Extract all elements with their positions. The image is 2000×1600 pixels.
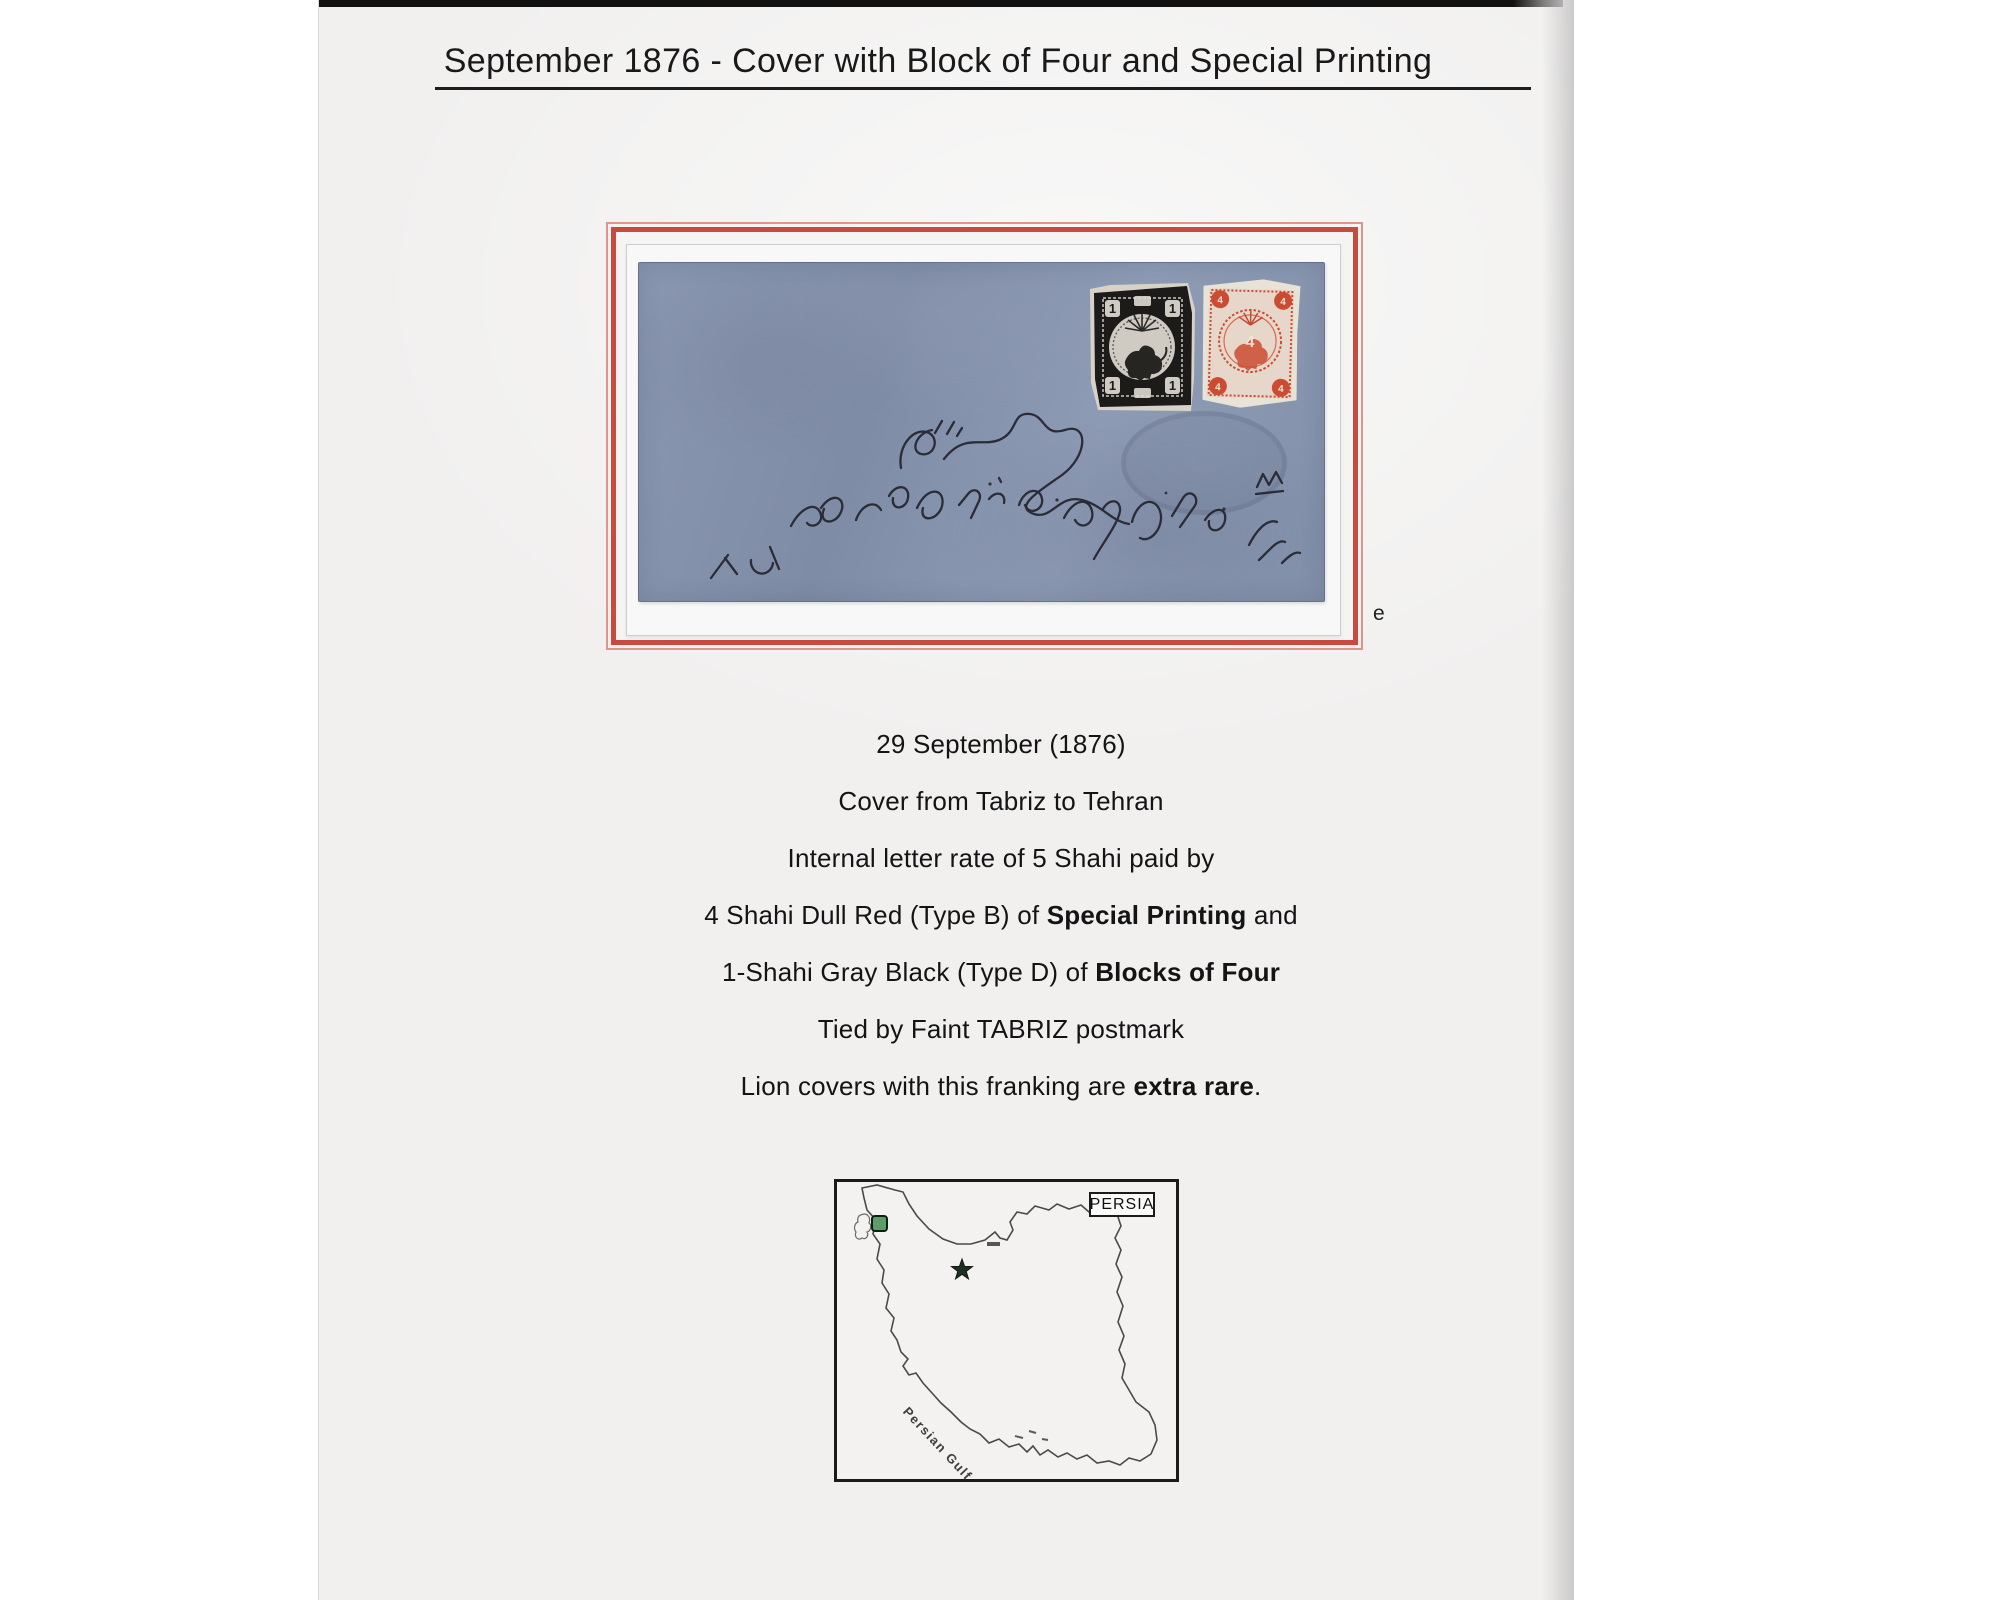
page-top-black-edge	[319, 0, 1563, 7]
description-line: Lion covers with this franking are extra rare.	[740, 1071, 1262, 1101]
cover-photo-frame-inner	[611, 227, 1358, 645]
description-block	[616, 716, 1386, 1115]
svg-text:4: 4	[1217, 295, 1224, 307]
svg-text:4: 4	[1214, 382, 1221, 394]
svg-text:1: 1	[1108, 301, 1117, 316]
persian-gulf-label: Persian Gulf	[900, 1404, 976, 1484]
description-line: 4 Shahi Dull Red (Type B) of Special Printing and	[704, 900, 1298, 930]
page-right-shadow	[1542, 0, 1574, 1600]
tabriz-marker-square	[871, 1215, 888, 1232]
persian-handwriting	[639, 263, 1324, 601]
iran-border-outline	[862, 1185, 1157, 1465]
cover-envelope	[638, 262, 1325, 602]
svg-text:1: 1	[1168, 378, 1177, 393]
description-line: Tied by Faint TABRIZ postmark	[817, 1014, 1185, 1044]
map-title-box: PERSIA	[1089, 1192, 1155, 1217]
lake-urmia-outline	[855, 1214, 871, 1239]
description-line: Internal letter rate of 5 Shahi paid by	[787, 843, 1215, 873]
svg-text:1: 1	[1168, 301, 1177, 316]
caspian-coast-mark	[987, 1242, 1000, 1246]
description-line: Cover from Tabriz to Tehran	[838, 786, 1164, 816]
page-title: September 1876 - Cover with Block of Four and Special Printing	[443, 42, 1433, 80]
description-line: 29 September (1876)	[876, 729, 1126, 759]
album-page	[318, 0, 1574, 1600]
svg-text:4: 4	[1245, 333, 1255, 352]
svg-text:4: 4	[1280, 296, 1287, 308]
tehran-star-marker	[952, 1259, 973, 1279]
persia-map	[834, 1179, 1179, 1482]
gulf-islands	[1015, 1431, 1048, 1440]
description-line: 1-Shahi Gray Black (Type D) of Blocks of Four	[721, 957, 1281, 987]
title-underline	[435, 87, 1531, 90]
cover-photo-frame	[606, 222, 1363, 650]
svg-text:1: 1	[1108, 378, 1117, 393]
svg-text:4: 4	[1277, 383, 1284, 395]
photo-annotation-letter: e	[1373, 602, 1385, 625]
